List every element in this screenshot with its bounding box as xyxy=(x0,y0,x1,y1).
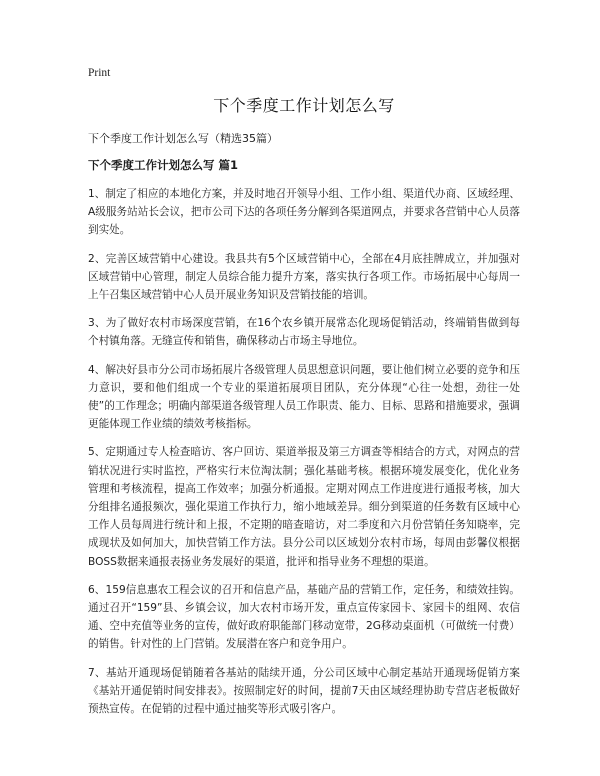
document-page xyxy=(88,66,520,728)
print-link[interactable]: Print xyxy=(88,67,111,79)
section-heading: 下个季度工作计划怎么写 篇1 xyxy=(88,158,239,172)
paragraph-5: 5、定期通过专人检查暗访、客户回访、渠道举报及第三方调查等相结合的方式，对网点的营销状况进行实时监控，严格实行末位淘汰制；强化基础考核。根据环境发展变化，优化业务管理和考核流程，提高工作效率；加强分析通报。定期对网点工作进度进行通报考核，加大分组排名通报频次，强化渠道工作执行力，缩小地域差异。细分到渠道的任务数有区域中心工作人员每周进行统计和上报，不定期的暗查暗访，对二季度和六月份营销任务知晓率，完成现状及如何加大，加快营销工作方法。县分公司以区域划分农村市场，每周由彭馨仪根据BOSS数据来通报表扬业务发展好的渠道，批评和指导业务不理想的渠道。 xyxy=(88,446,520,568)
paragraph-2: 2、完善区域营销中心建设。我县共有5个区域营销中心，全部在4月底挂牌成立，并加强对区域营销中心管理，制定人员综合能力提升方案，落实执行各项工作。市场拓展中心每周一上午召集区域营销中心人员开展业务知识及营销技能的培训。 xyxy=(88,252,520,302)
document-subtitle: 下个季度工作计划怎么写（精选35篇） xyxy=(88,132,278,145)
paragraph-3: 3、为了做好农村市场深度营销，在16个农乡镇开展常态化现场促销活动，终端销售做到每个村镇角落。无缝宣传和销售，确保移动占市场主导地位。 xyxy=(88,317,520,348)
paragraph-7: 7、基站开通现场促销随着各基站的陆续开通，分公司区域中心制定基站开通现场促销方案《基站开通促销时间安排表》。按照制定好的时间，提前7天由区域经理协助专营店老板做好预热宣传。在促销的过程中通过抽奖等形式吸引客户。 xyxy=(88,666,520,716)
page-title: 下个季度工作计划怎么写 xyxy=(213,96,395,115)
paragraph-1: 1、制定了相应的本地化方案，并及时地召开领导小组、工作小组、渠道代办商、区域经理、A级服务站站长会议，把市公司下达的各项任务分解到各渠道网点，并要求各营销中心人员落到实处。 xyxy=(88,188,520,237)
paragraph-6: 6、159信息惠农工程会议的召开和信息产品，基础产品的营销工作，定任务，和绩效挂钩。通过召开“159”县、乡镇会议，加大农村市场开发，重点宣传家园卡、家园卡的组网、农信通、空中充值等业务的宣传，做好政府职能部门移动宽带，2G移动桌面机（可做统一付费）的销售。针对性的上门营销。发展潜在客户和竞争用户。 xyxy=(88,583,520,651)
paragraph-4: 4、解决好县市分公司市场拓展片各级管理人员思想意识问题，要让他们树立必要的竞争和压力意识，要和他们组成一个专业的渠道拓展项目团队，充分体现“心往一处想，劲往一处使”的工作理念；明确内部渠道各级管理人员工作职责、能力、目标、思路和措施要求，强调更能体现工作业绩的绩效考核指标。 xyxy=(88,363,520,431)
